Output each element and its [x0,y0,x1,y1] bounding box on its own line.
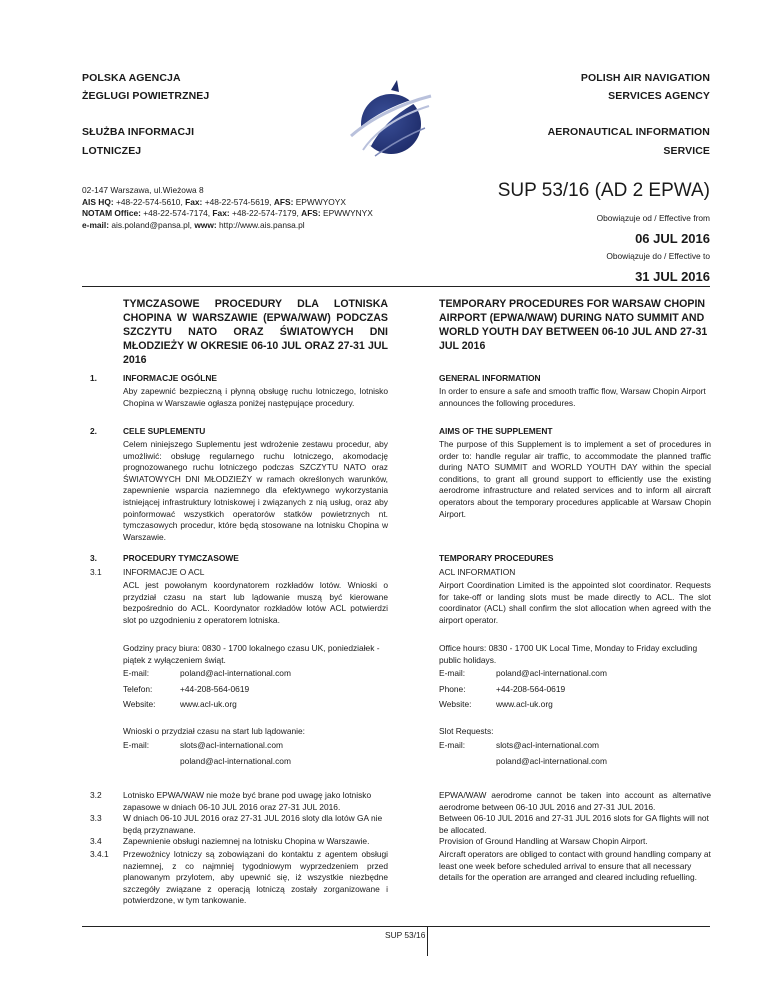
s34-en: Provision of Ground Handling at Warsaw Chopin Airport. [439,836,648,846]
pl-org-line1: POLSKA AGENCJA [82,72,181,84]
www-link[interactable]: http://www.ais.pansa.pl [219,219,305,230]
s33-pl: W dniach 06-10 JUL 2016 oraz 27-31 JUL 2016 sloty dla lotów GA nie będą przyznawane. [123,813,383,835]
pl-org-line2: ŻEGLUGI POWIETRZNEJ [82,90,210,102]
hours-en: Office hours: 0830 - 1700 UK Local Time, Monday to Friday excluding public holidays. [439,643,698,665]
en-service-line2: SERVICE [663,145,710,157]
pl-service-line1: SŁUŻBA INFORMACJI [82,126,195,138]
acl-email-en[interactable]: poland@acl-international.com [496,668,607,678]
s3-head-en: TEMPORARY PROCEDURES [439,553,554,563]
s341-pl: Przewoźnicy lotniczy są zobowiązani do kontaktu z agentem obsługi naziemnej, z co najmniej tygodniowym wyprzedzeniem przed planowanym przylotem, aby upewnić się, iż wszystkie niezbędne szczegóły związane z operacją lotniczą zostały zorganizowane i potwierdzone, w tym tankowanie. [123,849,388,906]
s2-text-en: The purpose of this Supplement is to implement a set of procedures in order to: handle regular air traffic, to accommodate the planned traffic during NATO SUMMIT and WORLD YOUTH DAY within the special conditions, to grant all ground support to efficiently use the existing aerodrome infrastructure and related services and to inform all aircraft operators about the temporary procedures applicable at Warsaw Chopin Airport. [439,439,711,519]
s1-text-en: In order to ensure a safe and smooth traffic flow, Warsaw Chopin Airport announces the following procedures. [439,386,706,408]
s31-text-en: Airport Coordination Limited is the appointed slot coordinator. Requests for take-off or landing slots must be made directly to ACL. The slot coordinator (ACL) shall confirm the slot allocation when agreed with the airport operator. [439,580,711,625]
s31-head-pl: INFORMACJE O ACL [123,567,205,577]
pansa-logo-icon [345,76,435,168]
slot-email2-pl[interactable]: poland@acl-international.com [180,755,291,766]
acl-web-pl[interactable]: www.acl-uk.org [180,699,237,710]
s1-head-en: GENERAL INFORMATION [439,373,541,383]
s34-num: 3.4 [90,836,102,846]
email-link[interactable]: ais.poland@pansa.pl, [111,219,193,230]
title-pl: TYMCZASOWE PROCEDURY DLA LOTNISKA CHOPINA W WARSZAWIE (EPWA/WAW) PODCZAS SZCZYTU NATO ORAZ ŚWIATOWYCH DNI MŁODZIEŻY W OKRESIE 06-10 JUL ORAZ 27-31 JUL 2016 [123,298,388,366]
acl-contacts-en: E-mail: poland@acl-international.com Phone: +44-208-564-0619 Website: www.acl-uk.org [439,668,607,710]
requests-pl: Wnioski o przydział czasu na start lub lądowanie: [123,726,306,736]
hours-pl: Godziny pracy biura: 0830 - 1700 lokalnego czasu UK, poniedziałek - piątek z wyłączeniem świąt. [123,643,380,665]
slot-email1-pl[interactable]: slots@acl-international.com [180,740,283,750]
s33-num: 3.3 [90,813,102,823]
effective-from-date: 06 JUL 2016 [635,231,710,246]
pl-service-line2: LOTNICZEJ [82,145,142,157]
footer-rule [82,926,710,927]
requests-en: Slot Requests: [439,726,494,736]
s1-text-pl: Aby zapewnić bezpieczną i płynną obsługę ruchu lotniczego, lotnisko Chopina w Warszawie ogłasza poniżej następujące procedury. [123,386,388,408]
footer-divider [427,926,428,956]
en-org-line1: POLISH AIR NAVIGATION [580,72,710,84]
acl-web-en[interactable]: www.acl-uk.org [496,699,553,710]
contact-block [82,185,412,231]
notam-line: NOTAM Office: +48-22-574-7174, Fax: +48-22-574-7179, AFS: EPWWYNYX [82,208,373,218]
acl-email-pl[interactable]: poland@acl-international.com [180,668,291,678]
title-en: TEMPORARY PROCEDURES FOR WARSAW CHOPIN AIRPORT (EPWA/WAW) DURING NATO SUMMIT AND WORLD YOUTH DAY BETWEEN 06-10 JUL AND 27-31 JUL 2016 [439,298,708,352]
effective-to-label: Obowiązuje do / Effective to [606,251,710,261]
s34-pl: Zapewnienie obsługi naziemnej na lotnisku Chopina w Warszawie. [123,836,370,846]
s31-head-en: ACL INFORMATION [439,567,516,577]
acl-contacts-pl: E-mail: poland@acl-international.com Telefon: +44-208-564-0619 Website: www.acl-uk.org [123,668,291,710]
s341-en: Aircraft operators are obliged to contact with ground handling company at least one week before scheduled arrival to ensure that all necessary details for the operation are arranged and cleared including refuelling. [439,849,711,883]
s2-text-pl: Celem niniejszego Suplementu jest wdrożenie zestawu procedur, aby umożliwić: obsługę regularnego ruchu lotniczego, akomodację prognozowanego ruchu lotniczego podczas SZCZYTU NATO oraz ŚWIATOWYCH DNI MŁODZIEŻY w ramach określonych warunków, zapewnienie wsparcia naziemnego dla efektywnego wykorzystania istniejącej infrastruktury lotniskowej i związanych z nią usług, oraz aby poinformować wszystkich operatorów statków powietrznych nt. tymczasowych procedur, które będą stosowane na lotnisku Chopina w Warszawie. [123,439,388,542]
s32-pl: Lotnisko EPWA/WAW nie może być brane pod uwagę jako lotnisko zapasowe w dniach 06-10 JUL 2016 oraz 27-31 JUL 2016. [123,790,372,812]
s341-num: 3.4.1 [90,849,109,859]
s31-num: 3.1 [90,567,102,577]
s1-head-pl: INFORMACJE OGÓLNE [123,373,217,383]
footer-page-label: SUP 53/16 [385,930,426,940]
s31-text-pl: ACL jest powołanym koordynatorem rozkładów lotów. Wnioski o przydział czasu na start lub lądowanie muszą być kierowane bezpośrednio do ACL. Koordynator rozkładów lotów ACL potwierdzi slot po uzgodnieniu z operatorem lotniska. [123,580,388,625]
s2-head-pl: CELE SUPLEMENTU [123,426,206,436]
s32-num: 3.2 [90,790,102,800]
sup-number: SUP 53/16 (AD 2 EPWA) [497,180,710,201]
s3-num: 3. [90,553,97,563]
s2-head-en: AIMS OF THE SUPPLEMENT [439,426,553,436]
s33-en: Between 06-10 JUL 2016 and 27-31 JUL 2016 slots for GA flights will not be allocated. [439,813,709,835]
header-rule [82,286,710,287]
en-org-line2: SERVICES AGENCY [608,90,710,102]
slot-email2-en[interactable]: poland@acl-international.com [496,755,607,766]
s32-en: EPWA/WAW aerodrome cannot be taken into account as alternative aerodrome between 06-10 JUL 2016 and 27-31 JUL 2016. [439,790,711,812]
s2-num: 2. [90,426,97,436]
s3-head-pl: PROCEDURY TYMCZASOWE [123,553,239,563]
s1-num: 1. [90,373,97,383]
ais-line: AIS HQ: +48-22-574-5610, Fax: +48-22-574-5619, AFS: EPWWYOYX [82,196,346,207]
en-service-line1: AERONAUTICAL INFORMATION [547,126,710,138]
slot-email1-en[interactable]: slots@acl-international.com [496,740,599,750]
slot-emails-pl: E-mail: slots@acl-international.com poland@acl-international.com [123,740,291,766]
effective-to-date: 31 JUL 2016 [635,269,710,284]
effective-from-label: Obowiązuje od / Effective from [596,213,710,223]
address: 02-147 Warszawa, ul.Wieżowa 8 [82,185,204,195]
email-line: e-mail: ais.poland@pansa.pl, www: http://www.ais.pansa.pl [82,219,305,230]
slot-emails-en: E-mail: slots@acl-international.com poland@acl-international.com [439,740,607,766]
